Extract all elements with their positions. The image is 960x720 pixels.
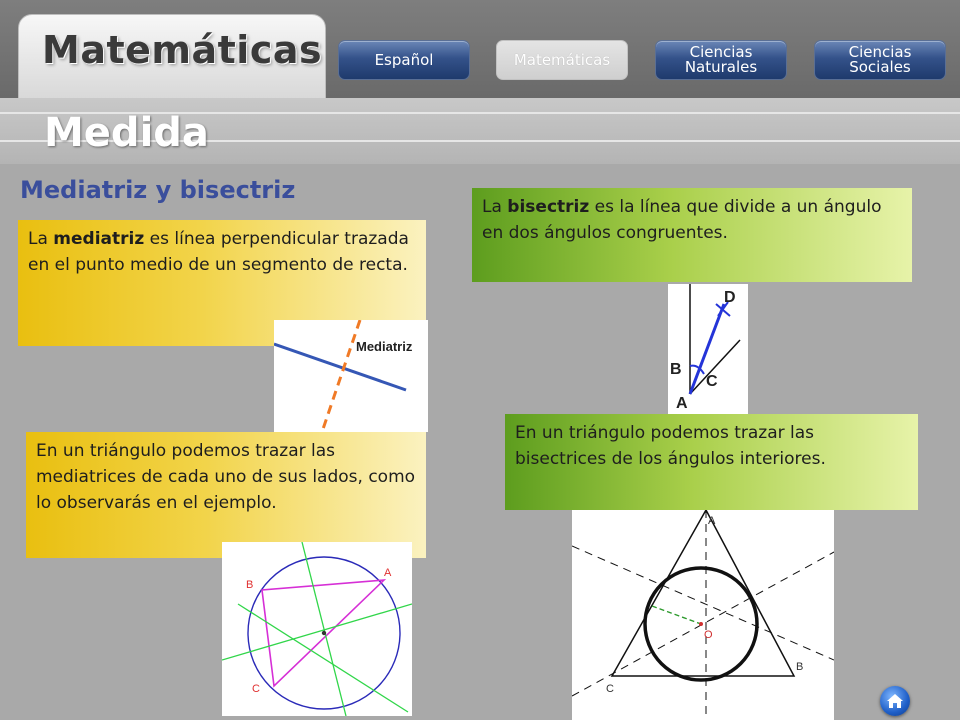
triangle-bisectrices-box (505, 414, 918, 510)
inc-label-o: O (704, 629, 713, 641)
incircle-figure (572, 510, 834, 720)
angle-label-b: B (670, 361, 682, 378)
incenter (699, 622, 703, 626)
circ-label-a: A (384, 567, 392, 579)
mediatriz-text-post: es línea perpendicular trazada en el punto medio de un segmento de recta. (28, 229, 409, 275)
triangle-mediatrices-box (26, 432, 426, 558)
nav-ciencias-sociales-label: Ciencias Sociales (848, 43, 912, 76)
bisectriz-term: bisectriz (507, 197, 590, 217)
triangle-bisectrices-text: En un triángulo podemos trazar las bisectrices de los ángulos interiores. (515, 423, 826, 469)
inc-label-b: B (796, 661, 804, 673)
nav-espanol-label: Español (374, 50, 434, 69)
bisectriz-text-pre: La (482, 197, 508, 217)
circumcircle-figure (222, 542, 412, 716)
page-subtitle: Mediatriz y bisectriz (20, 176, 296, 204)
bisectriz-text-post: es la línea que divide a un ángulo en dos ángulos congruentes. (482, 197, 882, 243)
circumcenter (322, 631, 326, 635)
inc-label-c: C (606, 683, 614, 695)
inc-label-a: A (708, 515, 716, 527)
nav-espanol-button[interactable] (338, 40, 470, 80)
angle-label-a: A (676, 395, 688, 412)
triangle-mediatrices-text: En un triángulo podemos trazar las mediatrices de cada uno de sus lados, como lo observarás en el ejemplo. (36, 441, 416, 513)
home-button[interactable] (880, 686, 910, 716)
nav-matematicas-button[interactable] (496, 40, 628, 80)
bisectriz-definition-box (472, 188, 912, 282)
angle-label-d: D (724, 289, 736, 306)
perpendicular-bisector-3 (238, 604, 408, 712)
mediatriz-figure-label: Mediatriz (356, 339, 413, 354)
home-icon (886, 692, 904, 710)
angle-label-c: C (706, 373, 718, 390)
nav-ciencias-naturales-label: Ciencias Naturales (684, 43, 758, 76)
mediatriz-term: mediatriz (53, 229, 145, 249)
mediatriz-text-pre: La (28, 229, 54, 249)
mediatriz-line (322, 320, 360, 432)
angle-bisector-figure (668, 284, 748, 414)
perpendicular-bisector-1 (302, 542, 346, 716)
app-logo: Matemáticas (42, 28, 323, 72)
nav-ciencias-sociales-button[interactable] (814, 40, 946, 80)
mediatriz-figure (274, 320, 428, 432)
nav-matematicas-label: Matemáticas (513, 50, 611, 69)
section-title: Medida (44, 110, 209, 156)
nav-ciencias-naturales-button[interactable] (655, 40, 787, 80)
triangle (612, 510, 794, 676)
circ-label-b: B (246, 579, 254, 591)
circ-label-c: C (252, 683, 260, 695)
